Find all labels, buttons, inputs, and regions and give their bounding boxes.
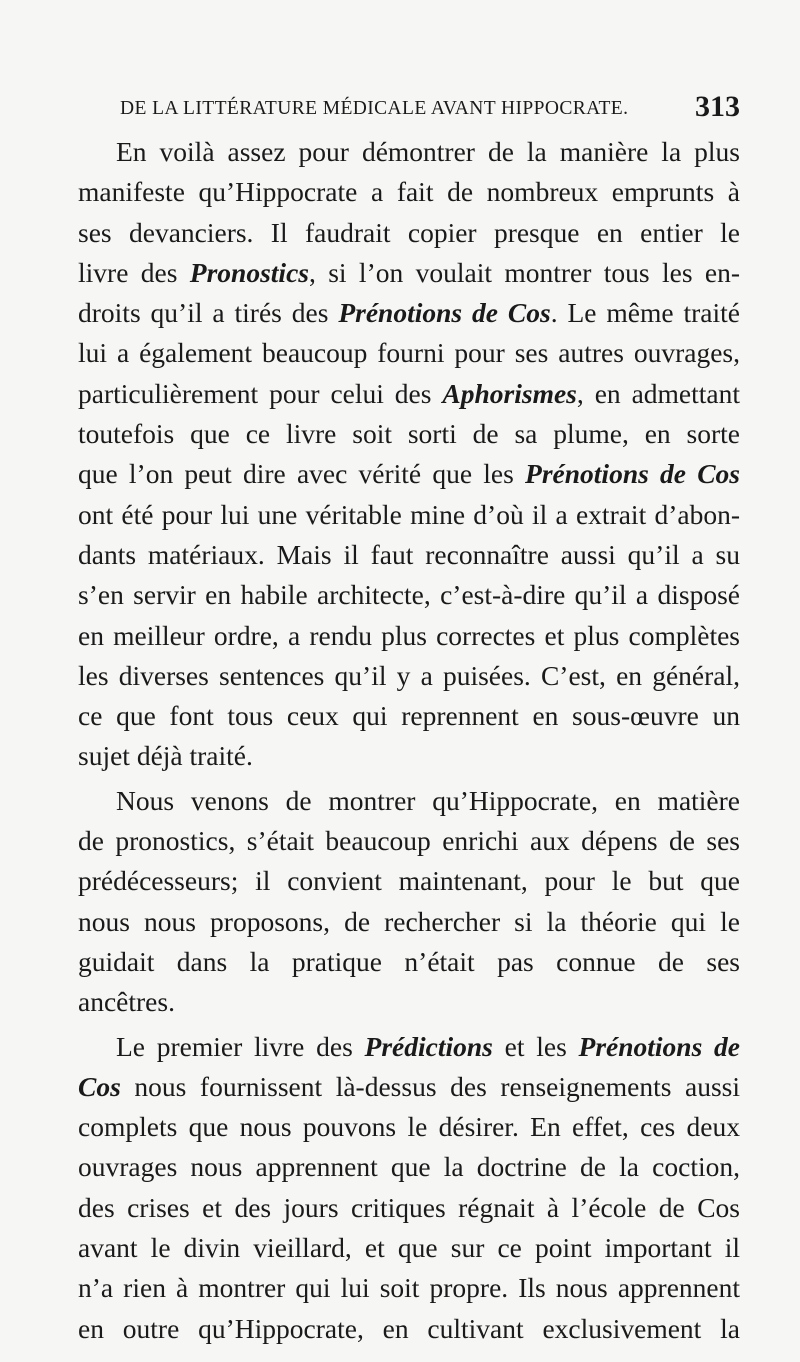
- text-segment: . Le même traité: [550, 297, 740, 329]
- italic-title: Prénotions de: [578, 1030, 740, 1062]
- text-line: [78, 253, 740, 293]
- text-segment: , si l’on voulait montrer tous les en-: [308, 256, 740, 288]
- text-line: [78, 861, 740, 901]
- text-segment: de pronostics, s’était beaucoup enrichi aux dépens de ses: [78, 825, 740, 857]
- paragraph: [78, 1027, 740, 1349]
- italic-title: Aphorismes: [442, 377, 577, 409]
- text-segment: s’en servir en habile architecte, c’est-à-dire qu’il a disposé: [78, 579, 740, 611]
- text-segment: que l’on peut dire avec vérité que les: [78, 458, 526, 490]
- text-segment: sujet déjà traité.: [78, 740, 253, 772]
- text-line: [78, 454, 740, 494]
- page-header: [120, 90, 740, 126]
- running-title: DE LA LITTÉRATURE MÉDICALE AVANT HIPPOCRATE.: [120, 98, 629, 119]
- text-segment: guidait dans la pratique n’était pas connue de ses: [78, 945, 740, 977]
- text-segment: n’a rien à montrer qui lui soit propre. Ils nous apprennent: [78, 1272, 740, 1304]
- text-line: [78, 213, 740, 253]
- text-segment: et les: [492, 1030, 579, 1062]
- text-line: [78, 982, 740, 1022]
- body-text: [78, 132, 740, 1349]
- paragraph: [78, 781, 740, 1023]
- text-line: [78, 414, 740, 454]
- paragraph: [78, 132, 740, 777]
- text-segment: droits qu’il a tirés des: [78, 297, 339, 329]
- text-line: [78, 696, 740, 736]
- text-line: [78, 1147, 740, 1187]
- text-segment: en outre qu’Hippocrate, en cultivant exclusivement la: [78, 1312, 740, 1344]
- text-line: [78, 333, 740, 373]
- text-line: [78, 821, 740, 861]
- italic-title: Cos: [78, 1070, 121, 1102]
- text-segment: Nous venons de montrer qu’Hippocrate, en matière: [116, 784, 740, 816]
- text-line: [78, 1228, 740, 1268]
- text-segment: Le premier livre des: [116, 1030, 365, 1062]
- text-line: [78, 1309, 740, 1349]
- text-segment: ce que font tous ceux qui reprennent en sous-œuvre un: [78, 700, 740, 732]
- text-line: [78, 132, 740, 172]
- text-line: [78, 781, 740, 821]
- text-line: [78, 1027, 740, 1067]
- text-segment: en meilleur ordre, a rendu plus correctes et plus complètes: [78, 619, 740, 651]
- text-line: [78, 656, 740, 696]
- text-line: [78, 902, 740, 942]
- text-segment: prédécesseurs; il convient maintenant, pour le but que: [78, 865, 740, 897]
- text-line: [78, 616, 740, 656]
- text-segment: les diverses sentences qu’il y a puisées. C’est, en général,: [78, 659, 740, 691]
- text-line: [78, 535, 740, 575]
- text-line: [78, 495, 740, 535]
- text-segment: complets que nous pouvons le désirer. En effet, ces deux: [78, 1111, 740, 1143]
- text-line: [78, 1188, 740, 1228]
- italic-title: Prénotions de Cos: [525, 458, 741, 490]
- italic-title: Prédictions: [364, 1030, 493, 1062]
- text-segment: particulièrement pour celui des: [78, 377, 443, 409]
- text-segment: ouvrages nous apprennent que la doctrine de la coction,: [78, 1151, 740, 1183]
- text-line: [78, 1067, 740, 1107]
- text-line: [78, 1268, 740, 1308]
- page-number: 313: [695, 90, 740, 123]
- text-line: [78, 293, 740, 333]
- text-line: [78, 736, 740, 776]
- italic-title: Pronostics: [189, 256, 309, 288]
- text-line: [78, 172, 740, 212]
- text-segment: manifeste qu’Hippocrate a fait de nombreux emprunts à: [78, 176, 740, 208]
- text-line: [78, 374, 740, 414]
- text-segment: toutefois que ce livre soit sorti de sa plume, en sorte: [78, 418, 740, 450]
- text-segment: nous fournissent là-dessus des renseignements aussi: [120, 1070, 740, 1102]
- text-line: [78, 1107, 740, 1147]
- text-segment: lui a également beaucoup fourni pour ses autres ouvrages,: [78, 337, 740, 369]
- text-line: [78, 942, 740, 982]
- italic-title: Prénotions de Cos: [338, 297, 551, 329]
- text-segment: , en admettant: [576, 377, 740, 409]
- text-segment: avant le divin vieillard, et que sur ce point important il: [78, 1232, 740, 1264]
- text-line: [78, 575, 740, 615]
- text-segment: nous nous proposons, de rechercher si la théorie qui le: [78, 905, 740, 937]
- text-segment: ancêtres.: [78, 986, 175, 1018]
- text-segment: livre des: [78, 256, 190, 288]
- text-segment: ont été pour lui une véritable mine d’où il a extrait d’abon-: [78, 498, 740, 530]
- text-segment: ses devanciers. Il faudrait copier presque en entier le: [78, 216, 740, 248]
- text-segment: des crises et des jours critiques régnait à l’école de Cos: [78, 1191, 740, 1223]
- text-segment: dants matériaux. Mais il faut reconnaître aussi qu’il a su: [78, 538, 740, 570]
- text-segment: En voilà assez pour démontrer de la manière la plus: [116, 136, 740, 167]
